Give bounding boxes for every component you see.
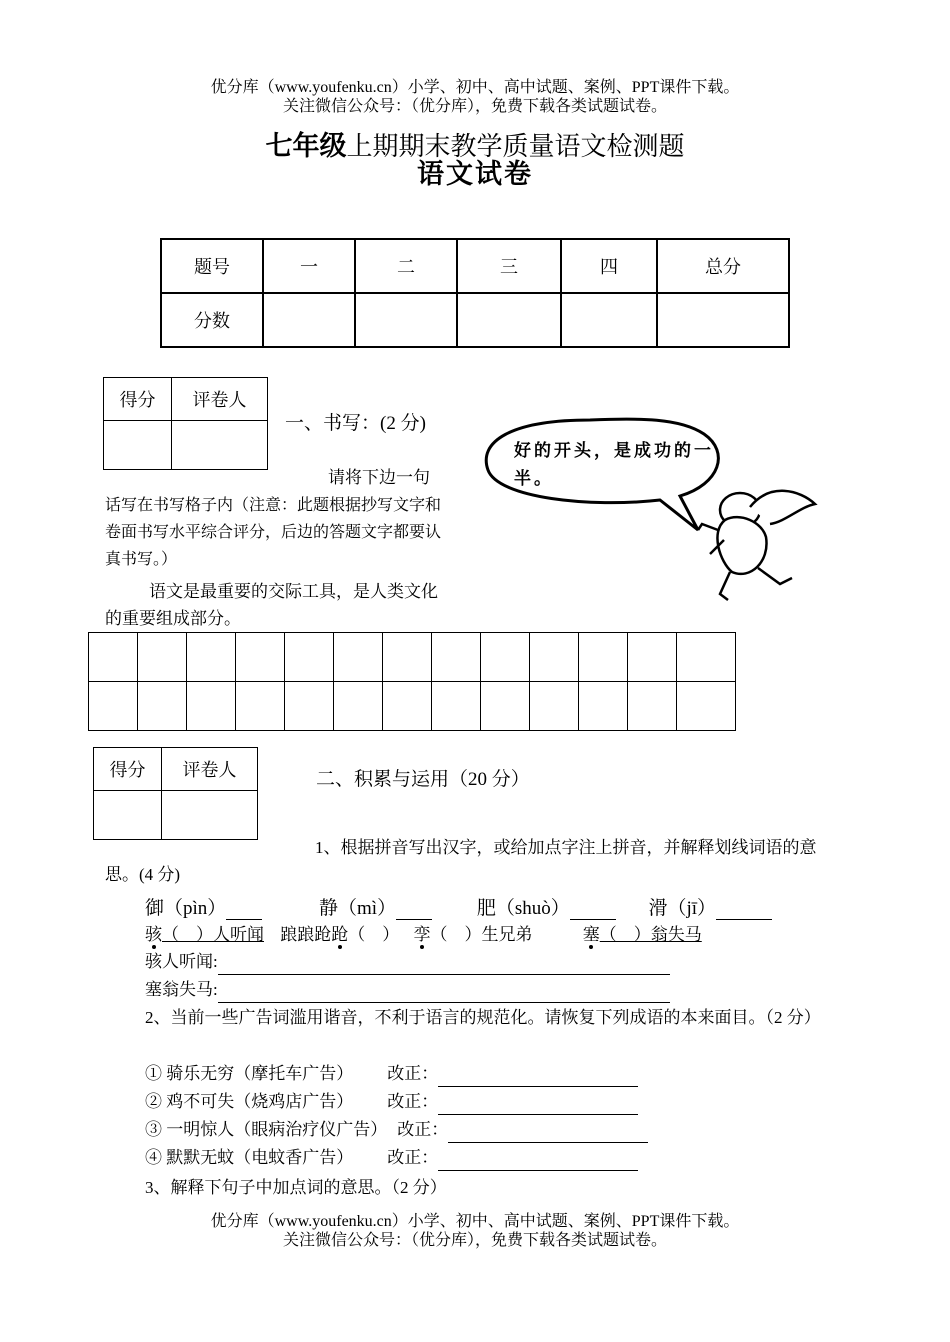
writing-cell[interactable] [187,633,236,682]
writing-cell[interactable] [187,682,236,731]
score-table-value-row [161,293,789,347]
cupid-figure [698,491,815,600]
ad-text: ② 鸡不可失（烧鸡店广告） [145,1092,354,1111]
writing-cell[interactable] [432,633,481,682]
answer-line[interactable] [218,984,670,1003]
writing-cell[interactable] [236,633,285,682]
writing-grid-row [89,682,736,731]
writing-cell[interactable] [383,633,432,682]
writing-grid-row [89,633,736,682]
score-header-cell: 四 [561,239,657,293]
correction-label: 改正： [387,1092,439,1111]
title-rest: 上期期末教学质量语文检测题 [346,132,685,161]
writing-cell[interactable] [138,633,187,682]
explain-line-1 [145,948,670,975]
score-cell[interactable] [657,293,789,347]
section1-sentence: 语文是最重要的交际工具，是人类文化的重要组成部分。 [105,582,438,628]
grader-name-cell[interactable] [162,791,258,840]
grader-box-1 [103,377,268,470]
writing-cell[interactable] [677,682,736,731]
writing-cell[interactable] [579,682,628,731]
pinyin-row [145,893,772,920]
correction-blank[interactable] [438,1096,638,1115]
section1-instruction-start: 请将下边一句 [328,468,430,487]
grader-name-label: 评卷人 [162,748,258,791]
writing-cell[interactable] [236,682,285,731]
writing-cell[interactable] [481,682,530,731]
writing-cell[interactable] [334,633,383,682]
writing-cell[interactable] [285,682,334,731]
ad-text: ① 骑乐无穷（摩托车广告） [145,1064,354,1083]
blank-paren[interactable]: （ ） [348,925,400,944]
pinyin-item: 肥（shuò） [476,898,570,919]
score-cell[interactable] [457,293,561,347]
question-2: 2、当前一些广告词滥用谐音，不利于语言的规范化。请恢复下列成语的本来面目。（2 分） [145,1008,821,1027]
writing-cell[interactable] [285,633,334,682]
correction-blank[interactable] [438,1152,638,1171]
score-row-label: 分数 [161,293,263,347]
ad-item [145,1060,638,1087]
grader-box-2 [93,747,258,840]
dotted-char-row [145,920,702,945]
dotted-char: 塞 [582,925,600,944]
writing-cell[interactable] [579,633,628,682]
answer-line[interactable] [218,956,670,975]
writing-cell[interactable] [481,633,530,682]
ad-item [145,1088,638,1115]
score-cell[interactable] [561,293,657,347]
underlined-phrase: （ ）翁失马 [599,925,702,944]
ad-text: ④ 默默无蚊（电蚊香广告） [145,1148,354,1167]
writing-cell[interactable] [432,682,481,731]
pinyin-item: 御（pìn） [145,898,227,919]
writing-cell[interactable] [677,633,736,682]
score-header-cell: 二 [355,239,457,293]
grader-score-cell[interactable] [94,791,162,840]
explain-line-2 [145,976,670,1003]
writing-cell[interactable] [628,682,677,731]
score-cell[interactable] [355,293,457,347]
score-table [160,238,790,348]
dotted-char: 骇 [145,925,162,944]
score-table-header-row [161,239,789,293]
score-header-cell: 一 [263,239,355,293]
question-3: 3、解释下句子中加点词的意思。（2 分） [145,1178,447,1197]
score-header-cell: 题号 [161,239,263,293]
ad-item [145,1144,638,1171]
pinyin-item: 静（mì） [319,898,397,919]
answer-blank[interactable] [716,919,772,920]
grader-score-label: 得分 [104,378,172,421]
section1-heading: 一、书写：(2 分) [285,413,426,434]
grader-score-label: 得分 [94,748,162,791]
underlined-phrase: （ ）人听闻 [162,925,264,944]
writing-cell[interactable] [530,682,579,731]
explain-label: 骇人听闻: [145,952,218,971]
correction-blank[interactable] [438,1068,638,1087]
correction-label: 改正： [387,1064,439,1083]
correction-blank[interactable] [448,1124,648,1143]
ad-text: ③ 一明惊人（眼病治疗仪广告） [145,1120,388,1139]
page-subtitle: 语文试卷 [417,159,533,190]
header-line-2: 关注微信公众号：（优分库），免费下载各类试题试卷。 [282,98,667,115]
writing-cell[interactable] [89,682,138,731]
correction-label: 改正： [387,1148,439,1167]
explain-label: 塞翁失马: [145,980,218,999]
grader-name-cell[interactable] [172,421,268,470]
section2-heading: 二、积累与运用（20 分） [316,769,530,790]
title-grade: 七年级 [265,131,347,162]
score-cell[interactable] [263,293,355,347]
writing-cell[interactable] [138,682,187,731]
dotted-char: 孪 [413,925,431,944]
writing-cell[interactable] [383,682,432,731]
score-header-cell: 总分 [657,239,789,293]
speech-bubble-text: 好的开头，是成功的一半。 [514,441,714,489]
phrase-rest: （ ）生兄弟 [430,925,533,944]
section1-instruction: 话写在书写格子内（注意：此题根据抄写文字和卷面书写水平综合评分，后边的答题文字都要认真书写。） [105,495,442,568]
grader-score-cell[interactable] [104,421,172,470]
phrase-prefix: 踉踉跄 [280,925,332,944]
correction-label: 改正： [397,1120,449,1139]
pinyin-item: 滑（jī） [648,898,717,919]
writing-cell[interactable] [334,682,383,731]
writing-cell[interactable] [89,633,138,682]
writing-grid[interactable] [88,632,736,731]
writing-cell[interactable] [530,633,579,682]
dotted-char: 跄 [331,925,349,944]
header-line-1: 优分库（www.youfenku.cn）小学、初中、高中试题、案例、PPT课件下载。 [210,79,740,96]
ad-item [145,1116,648,1143]
footer-line-1: 优分库（www.youfenku.cn）小学、初中、高中试题、案例、PPT课件下载。 [210,1213,740,1230]
grader-name-label: 评卷人 [172,378,268,421]
question-1: 1、根据拼音写出汉字，或给加点字注上拼音，并解释划线词语的意思。(4 分) [105,838,817,884]
writing-cell[interactable] [628,633,677,682]
score-header-cell: 三 [457,239,561,293]
footer-line-2: 关注微信公众号：（优分库），免费下载各类试题试卷。 [282,1232,667,1249]
